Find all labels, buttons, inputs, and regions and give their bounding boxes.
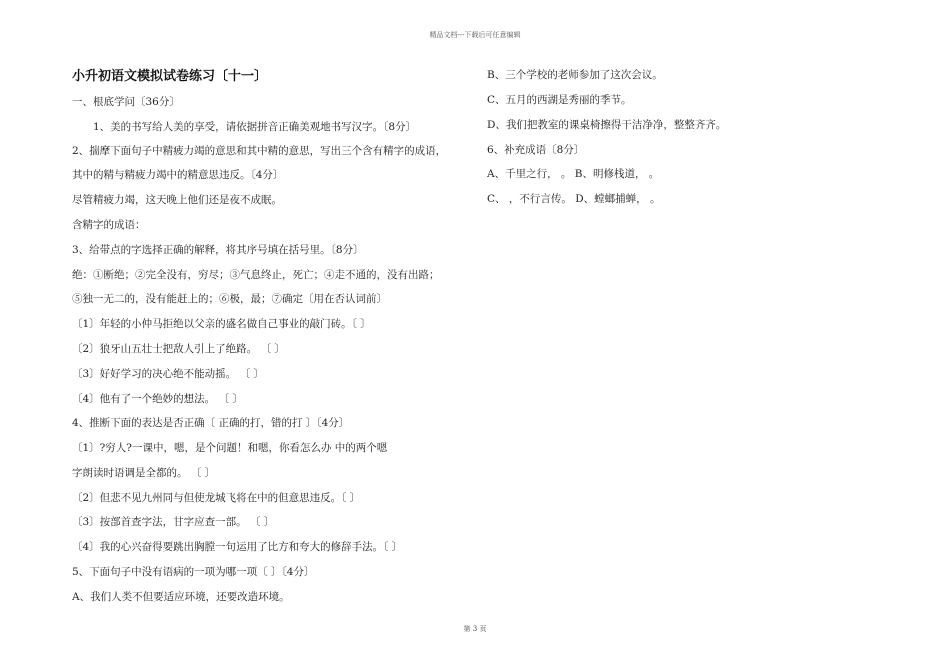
question-line: 〔4〕我的心兴奋得要跳出胸膛一句运用了比方和夸大的修辞手法。〔 〕 [72,541,403,553]
question-line: 〔2〕但悲不见九州同与但使龙城飞将在中的但意思违反。〔 〕 [72,492,361,504]
question-line: 3、给带点的字选择正确的解释，将其序号填在括号里。〔8分〕 [72,244,364,256]
page-number: 第 3 页 [463,625,487,633]
question-line: 4、推断下面的表达是否正确〔 正确的打，错的打 〕〔4分〕 [72,417,350,429]
question-line: 〔4〕他有了一个绝妙的想法。 〔 〕 [72,393,243,405]
question-line: 〔1〕?穷人?一课中，嗯，是个问题！和嗯，你看怎么办 中的两个嗯 [72,442,388,454]
question-line: 〔2〕狼牙山五壮士把敌人引上了绝路。 〔 〕 [72,343,285,355]
question-line: ⑤独一无二的，没有能赶上的；⑥极，最；⑦确定〔用在否认词前〕 [72,293,387,305]
question-line: A、千里之行， 。 B、明修栈道， 。 [487,168,660,180]
page-header: 精品文档---下载后可任意编辑 [429,31,521,39]
question-line: 6、补充成语〔8分〕 [487,144,585,156]
exam-title: 小升初语文模拟试卷练习〔十一〕 [72,69,268,84]
question-line: A、我们人类不但要适应环境，还要改造环境。 [72,591,290,603]
question-line: 含精字的成语： [72,219,146,231]
question-line: C、 ，不行言传。 D、螳螂捕蝉， 。 [487,193,661,205]
question-line: D、我们把教室的课桌椅擦得干洁净净，整整齐齐。 [487,119,727,131]
question-line: 尽管精疲力竭，这天晚上他们还是夜不成眠。 [72,194,282,206]
question-line: 字朗读时语调是全都的。 〔 〕 [72,467,216,479]
question-line: 〔3〕好好学习的决心绝不能动摇。 〔 〕 [72,368,264,380]
section-heading: 一、根底学问〔36分〕 [72,96,180,108]
question-line: B、三个学校的老师参加了这次会议。 [487,69,663,81]
question-line: 绝：①断绝；②完全没有，穷尽；③气息终止，死亡；④走不通的，没有出路； [72,269,440,281]
question-line: 1、美的书写给人美的享受，请依据拼音正确美观地书写汉字。〔8分〕 [93,121,417,133]
question-line: 其中的精与精疲力竭中的精意思违反。〔4分〕 [72,169,284,181]
question-line: C、五月的西湖是秀丽的季节。 [487,94,632,106]
question-line: 〔3〕按部首查字法，甘字应查一部。 〔 〕 [72,516,275,528]
question-line: 〔1〕年轻的小仲马拒绝以父亲的盛名做自己事业的敲门砖。〔 〕 [72,318,371,330]
question-line: 2、揣摩下面句子中精疲力竭的意思和其中精的意思，写出三个含有精字的成语， [72,145,447,157]
question-line: 5、下面句子中没有语病的一项为哪一项〔 〕〔4分〕 [72,566,315,578]
